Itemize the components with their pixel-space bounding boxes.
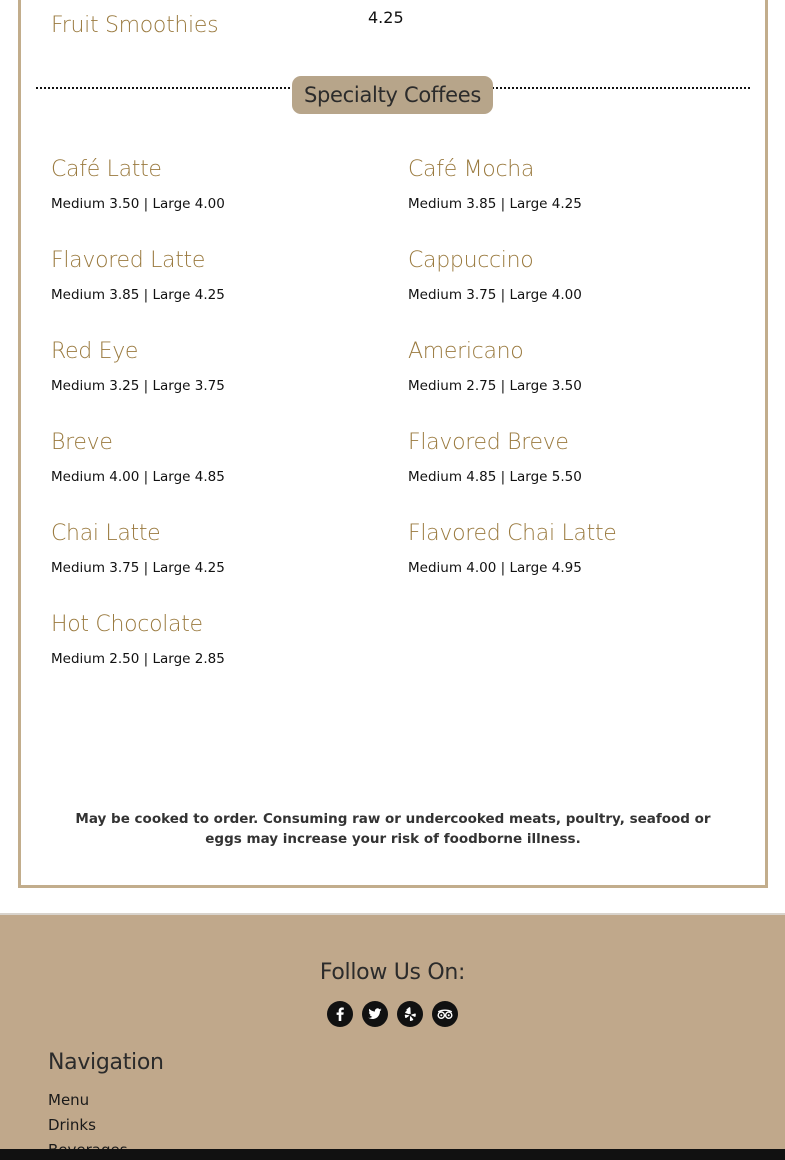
nav-link-drinks[interactable]: Drinks bbox=[48, 1116, 96, 1134]
item-name: Flavored Chai Latte bbox=[408, 521, 617, 546]
yelp-icon[interactable] bbox=[397, 1001, 423, 1027]
item-name: Cappuccino bbox=[408, 248, 534, 273]
item-name: Americano bbox=[408, 339, 524, 364]
follow-title: Follow Us On: bbox=[319, 960, 466, 985]
item-name: Fruit Smoothies bbox=[51, 13, 219, 38]
item-price: Medium 2.75 | Large 3.50 bbox=[408, 378, 582, 394]
nav-link-menu[interactable]: Menu bbox=[48, 1091, 90, 1109]
facebook-icon[interactable] bbox=[327, 1001, 353, 1027]
item-price: Medium 3.50 | Large 4.00 bbox=[51, 196, 225, 212]
disclaimer-text: May be cooked to order. Consuming raw or undercooked meats, poultry, seafood or eggs may increase your risk of foodborne illness. bbox=[75, 811, 711, 847]
item-name: Café Latte bbox=[51, 157, 162, 182]
item-name: Flavored Breve bbox=[408, 430, 569, 455]
item-price: Medium 3.25 | Large 3.75 bbox=[51, 378, 225, 394]
item-price: Medium 4.85 | Large 5.50 bbox=[408, 469, 582, 485]
item-name: Breve bbox=[51, 430, 113, 455]
item-name: Hot Chocolate bbox=[51, 612, 203, 637]
bottom-bar bbox=[0, 1149, 785, 1160]
footer bbox=[0, 913, 785, 1160]
navigation-title: Navigation bbox=[48, 1050, 164, 1075]
item-name: Café Mocha bbox=[408, 157, 535, 182]
menu-card bbox=[18, 0, 768, 888]
tripadvisor-icon[interactable] bbox=[432, 1001, 458, 1027]
item-price: Medium 3.75 | Large 4.25 bbox=[51, 560, 225, 576]
item-price: Medium 4.00 | Large 4.85 bbox=[51, 469, 225, 485]
item-price: Medium 2.50 | Large 2.85 bbox=[51, 651, 225, 667]
item-name: Chai Latte bbox=[51, 521, 161, 546]
section-title: Specialty Coffees bbox=[292, 76, 493, 114]
item-name: Flavored Latte bbox=[51, 248, 206, 273]
twitter-icon[interactable] bbox=[362, 1001, 388, 1027]
item-price: Medium 4.00 | Large 4.95 bbox=[408, 560, 582, 576]
item-price: Medium 3.85 | Large 4.25 bbox=[408, 196, 582, 212]
item-name: Red Eye bbox=[51, 339, 139, 364]
item-price: Medium 3.75 | Large 4.00 bbox=[408, 287, 582, 303]
item-price: Medium 3.85 | Large 4.25 bbox=[51, 287, 225, 303]
item-price: 4.25 bbox=[368, 8, 404, 27]
